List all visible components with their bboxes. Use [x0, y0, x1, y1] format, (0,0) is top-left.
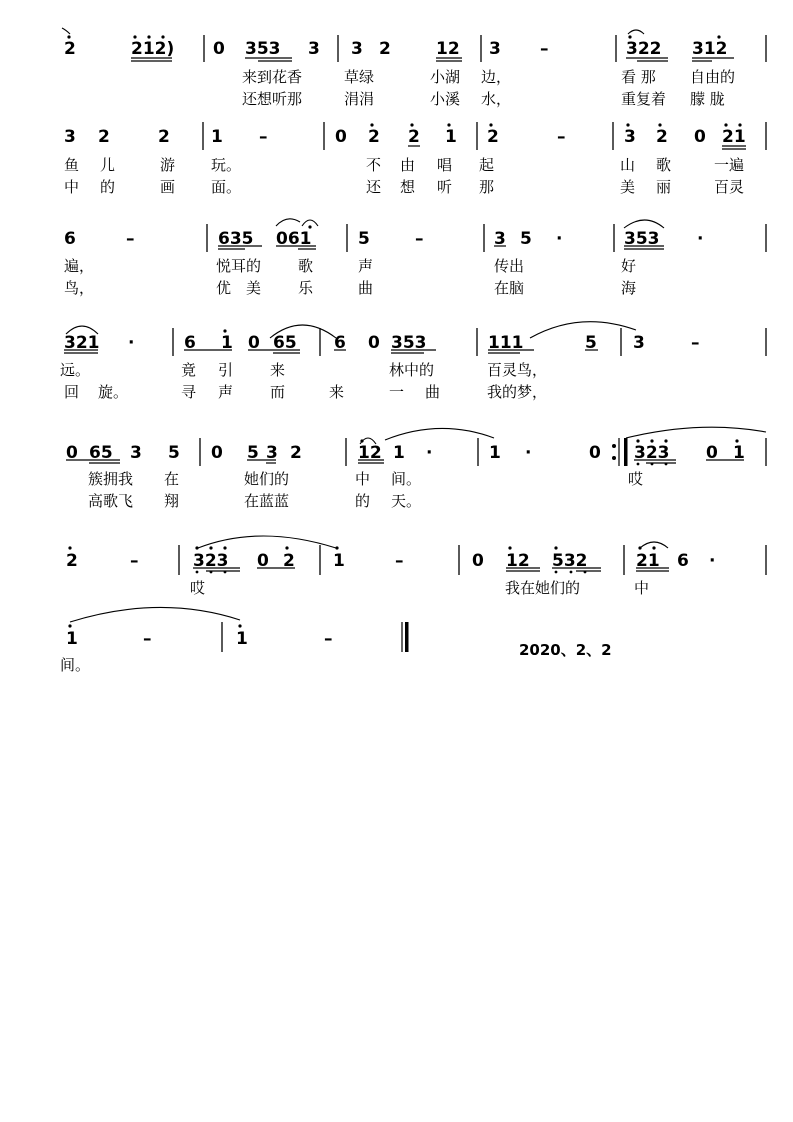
lyric: 那 — [479, 178, 495, 196]
note: 1 — [733, 443, 745, 463]
lyric: 翔 — [164, 492, 180, 510]
note: 3 — [624, 127, 636, 147]
lyric: 中 — [355, 470, 371, 488]
note: 061 — [276, 229, 312, 249]
lyric: 在蓝蓝 — [244, 492, 290, 510]
lyric: 声 — [218, 383, 234, 401]
note: 12 — [436, 39, 460, 59]
lyric: 中 — [634, 579, 650, 597]
lyric: 哎 — [190, 579, 206, 597]
note: 0 — [694, 127, 706, 147]
lyric: 声 — [358, 257, 374, 275]
lyric: 来 — [270, 361, 286, 379]
note: 2 — [408, 127, 420, 147]
note: 2 — [379, 39, 391, 59]
lyric: 朦 胧 — [690, 90, 725, 108]
lyric: 涓涓 — [344, 90, 375, 108]
lyric: 草绿 — [344, 68, 375, 86]
lyric: 美 — [246, 279, 262, 297]
note: 0 — [66, 443, 78, 463]
note: 0 — [211, 443, 223, 463]
note: 321 — [64, 333, 100, 353]
lyric: 优 — [216, 279, 232, 297]
note: 0 — [257, 551, 269, 571]
lyric: 不 — [366, 156, 382, 174]
note: 2 — [66, 551, 78, 571]
lyric: 海 — [621, 279, 637, 297]
note: 0 — [472, 551, 484, 571]
lyric: 回 — [64, 383, 80, 401]
note: 0 — [368, 333, 380, 353]
note: 3 — [489, 39, 501, 59]
note: 1 — [393, 443, 405, 463]
note: 6 — [334, 333, 346, 353]
lyric: 看 那 — [621, 68, 656, 86]
lyric: 竟 — [181, 361, 197, 379]
lyric: 歌 — [656, 156, 672, 174]
lyric: 我在她们的 — [505, 579, 581, 597]
note: 0 — [589, 443, 601, 463]
lyric: 鱼 — [64, 156, 80, 174]
lyric: 游 — [160, 156, 176, 174]
lyric: 高歌飞 — [88, 492, 134, 510]
lyric: 画 — [160, 178, 176, 196]
lyric: 天。 — [391, 492, 422, 510]
lyric: 来到花香 — [242, 68, 303, 86]
lyric: 唱 — [437, 156, 453, 174]
note: 322 — [626, 39, 662, 59]
lyric: 一 — [389, 383, 405, 401]
note: 3 — [266, 443, 278, 463]
lyric: 悦耳的 — [216, 257, 262, 275]
note: – — [259, 127, 268, 147]
lyric: 百灵 — [714, 178, 745, 196]
lyric: 林中的 — [389, 361, 435, 379]
lyric: 我的梦， — [487, 383, 548, 401]
date-stamp: 2020、2、2 — [519, 641, 612, 659]
note: 1 — [211, 127, 223, 147]
lyric: 好 — [621, 257, 637, 275]
lyric: 簇拥我 — [88, 470, 134, 488]
lyric: 哎 — [628, 470, 644, 488]
lyric: 小湖 — [430, 68, 461, 86]
note: 0 — [248, 333, 260, 353]
note: 353 — [245, 39, 281, 59]
note: 6 — [677, 551, 689, 571]
note: 323 — [634, 443, 670, 463]
lyric: 鸟， — [64, 279, 95, 297]
note: – — [143, 629, 152, 649]
note: – — [395, 551, 404, 571]
lyric: 玩。 — [211, 156, 242, 174]
lyric: 起 — [479, 156, 495, 174]
note: 5 — [168, 443, 180, 463]
lyric: 在脑 — [494, 279, 525, 297]
lyric: 在 — [164, 470, 180, 488]
note: 353 — [391, 333, 427, 353]
lyric: 她们的 — [244, 470, 290, 488]
lyric: 儿 — [100, 156, 116, 174]
note: 65 — [89, 443, 113, 463]
lyric: 而 — [270, 383, 286, 401]
note: 1 — [489, 443, 501, 463]
note: 2 — [98, 127, 110, 147]
lyric: 传出 — [494, 257, 525, 275]
lyric: 旋。 — [98, 383, 129, 401]
lyric: 间。 — [60, 656, 91, 674]
note: 312 — [692, 39, 728, 59]
note: 5 — [358, 229, 370, 249]
note: 2 — [656, 127, 668, 147]
note: – — [324, 629, 333, 649]
note: 212) — [131, 39, 175, 59]
lyric: 百灵鸟， — [487, 361, 548, 379]
note: 6 — [184, 333, 196, 353]
lyric: 水， — [481, 90, 512, 108]
note: 3 — [130, 443, 142, 463]
lyric: 曲 — [358, 279, 374, 297]
note: 532 — [552, 551, 588, 571]
lyric: 的 — [100, 178, 116, 196]
note: 2 — [158, 127, 170, 147]
note: 1 — [445, 127, 457, 147]
note: 0 — [706, 443, 718, 463]
note: 2 — [283, 551, 295, 571]
note: 2 — [290, 443, 302, 463]
note: 5 — [585, 333, 597, 353]
lyric: 边， — [481, 68, 512, 86]
note: 2 — [64, 39, 76, 59]
lyric: 寻 — [181, 383, 197, 401]
note: · — [556, 229, 563, 249]
note: 5 — [247, 443, 259, 463]
note: · — [525, 443, 532, 463]
note: 3 — [308, 39, 320, 59]
note: 65 — [273, 333, 297, 353]
lyric: 的 — [355, 492, 371, 510]
lyric: 中 — [64, 178, 80, 196]
lyric: 来 — [329, 383, 345, 401]
note: – — [691, 333, 700, 353]
note: · — [697, 229, 704, 249]
note: 6 — [64, 229, 76, 249]
lyric: 丽 — [656, 178, 672, 196]
lyric: 遍， — [64, 257, 95, 275]
note: · — [709, 551, 716, 571]
note: 21 — [636, 551, 660, 571]
lyric: 一遍 — [714, 156, 745, 174]
note: – — [540, 39, 549, 59]
note: 1 — [221, 333, 233, 353]
note: 21 — [722, 127, 746, 147]
lyric: 乐 — [298, 279, 314, 297]
lyric: 想 — [400, 178, 416, 196]
note: 3 — [633, 333, 645, 353]
note: 353 — [624, 229, 660, 249]
lyric: 歌 — [298, 257, 314, 275]
note: · — [128, 333, 135, 353]
note: 2 — [368, 127, 380, 147]
note: 3 — [494, 229, 506, 249]
note: 0 — [213, 39, 225, 59]
note: 323 — [193, 551, 229, 571]
note: 3 — [64, 127, 76, 147]
lyric: 曲 — [425, 383, 441, 401]
lyric: 山 — [620, 156, 636, 174]
lyric: 间。 — [391, 470, 422, 488]
note: 1 — [236, 629, 248, 649]
note: 12 — [358, 443, 382, 463]
note: 12 — [506, 551, 530, 571]
lyric: 重复着 — [621, 90, 667, 108]
lyric: 还想听那 — [242, 90, 303, 108]
note: 1 — [66, 629, 78, 649]
note: – — [557, 127, 566, 147]
lyric: 面。 — [211, 178, 242, 196]
lyric: 美 — [620, 178, 636, 196]
note: · — [426, 443, 433, 463]
lyric: 小溪 — [430, 90, 461, 108]
lyric: 引 — [218, 361, 234, 379]
note: 5 — [520, 229, 532, 249]
lyric: 听 — [437, 178, 453, 196]
note: 635 — [218, 229, 254, 249]
note: 1 — [333, 551, 345, 571]
lyric: 还 — [366, 178, 382, 196]
note: – — [130, 551, 139, 571]
note: 0 — [335, 127, 347, 147]
note: – — [415, 229, 424, 249]
lyric: 远。 — [60, 361, 91, 379]
lyric: 自由的 — [690, 68, 736, 86]
note: – — [126, 229, 135, 249]
note: 2 — [487, 127, 499, 147]
note: 3 — [351, 39, 363, 59]
note: 111 — [488, 333, 524, 353]
lyric: 由 — [400, 156, 416, 174]
